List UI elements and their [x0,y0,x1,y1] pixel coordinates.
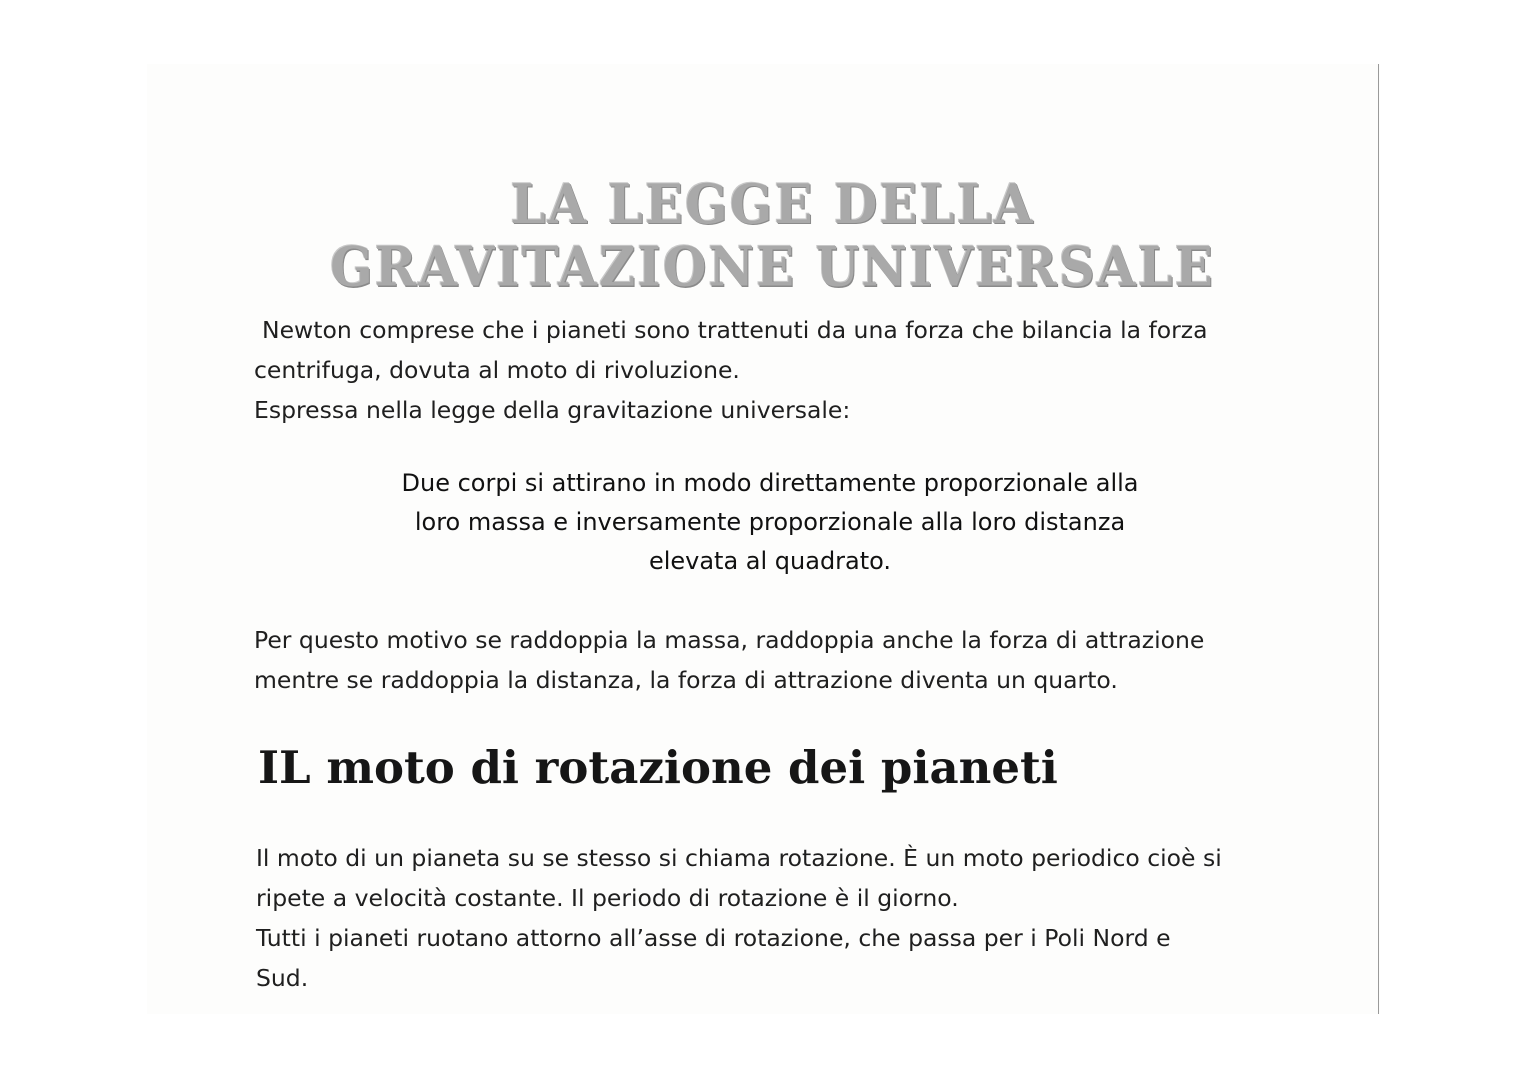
law-line-2: loro massa e inversamente proporzionale alla loro distanza [414,508,1126,536]
page-edge-line [1378,64,1379,1014]
page-title-line-1: LA LEGGE DELLA [510,172,1035,236]
rotation-line-4: Sud. [256,964,309,992]
consequence-line-1: Per questo motivo se raddoppia la massa, raddoppia anche la forza di attrazione [254,626,1205,654]
page-title [230,173,1315,298]
rotation-line-3: Tutti i pianeti ruotano attorno all’asse di rotazione, che passa per i Poli Nord e [256,924,1171,952]
intro-line-3: Espressa nella legge della gravitazione universale: [254,396,851,424]
consequence-line-2: mentre se raddoppia la distanza, la forza di attrazione diventa un quarto. [254,666,1118,694]
rotation-line-1: Il moto di un pianeta su se stesso si chiama rotazione. È un moto periodico cioè si [256,844,1222,872]
law-line-1: Due corpi si attirano in modo direttamente proporzionale alla [401,469,1139,497]
page-title-line-2: GRAVITAZIONE UNIVERSALE [330,234,1215,299]
section-heading: IL moto di rotazione dei pianeti [258,741,1058,794]
rotation-paragraph [256,838,1306,998]
intro-paragraph [254,310,1294,430]
law-statement [330,464,1210,581]
intro-line-1: Newton comprese che i pianeti sono trattenuti da una forza che bilancia la forza [262,316,1208,344]
intro-line-2: centrifuga, dovuta al moto di rivoluzione. [254,356,740,384]
rotation-line-2: ripete a velocità costante. Il periodo di rotazione è il giorno. [256,884,959,912]
law-line-3: elevata al quadrato. [648,547,892,575]
consequence-paragraph [254,620,1304,700]
